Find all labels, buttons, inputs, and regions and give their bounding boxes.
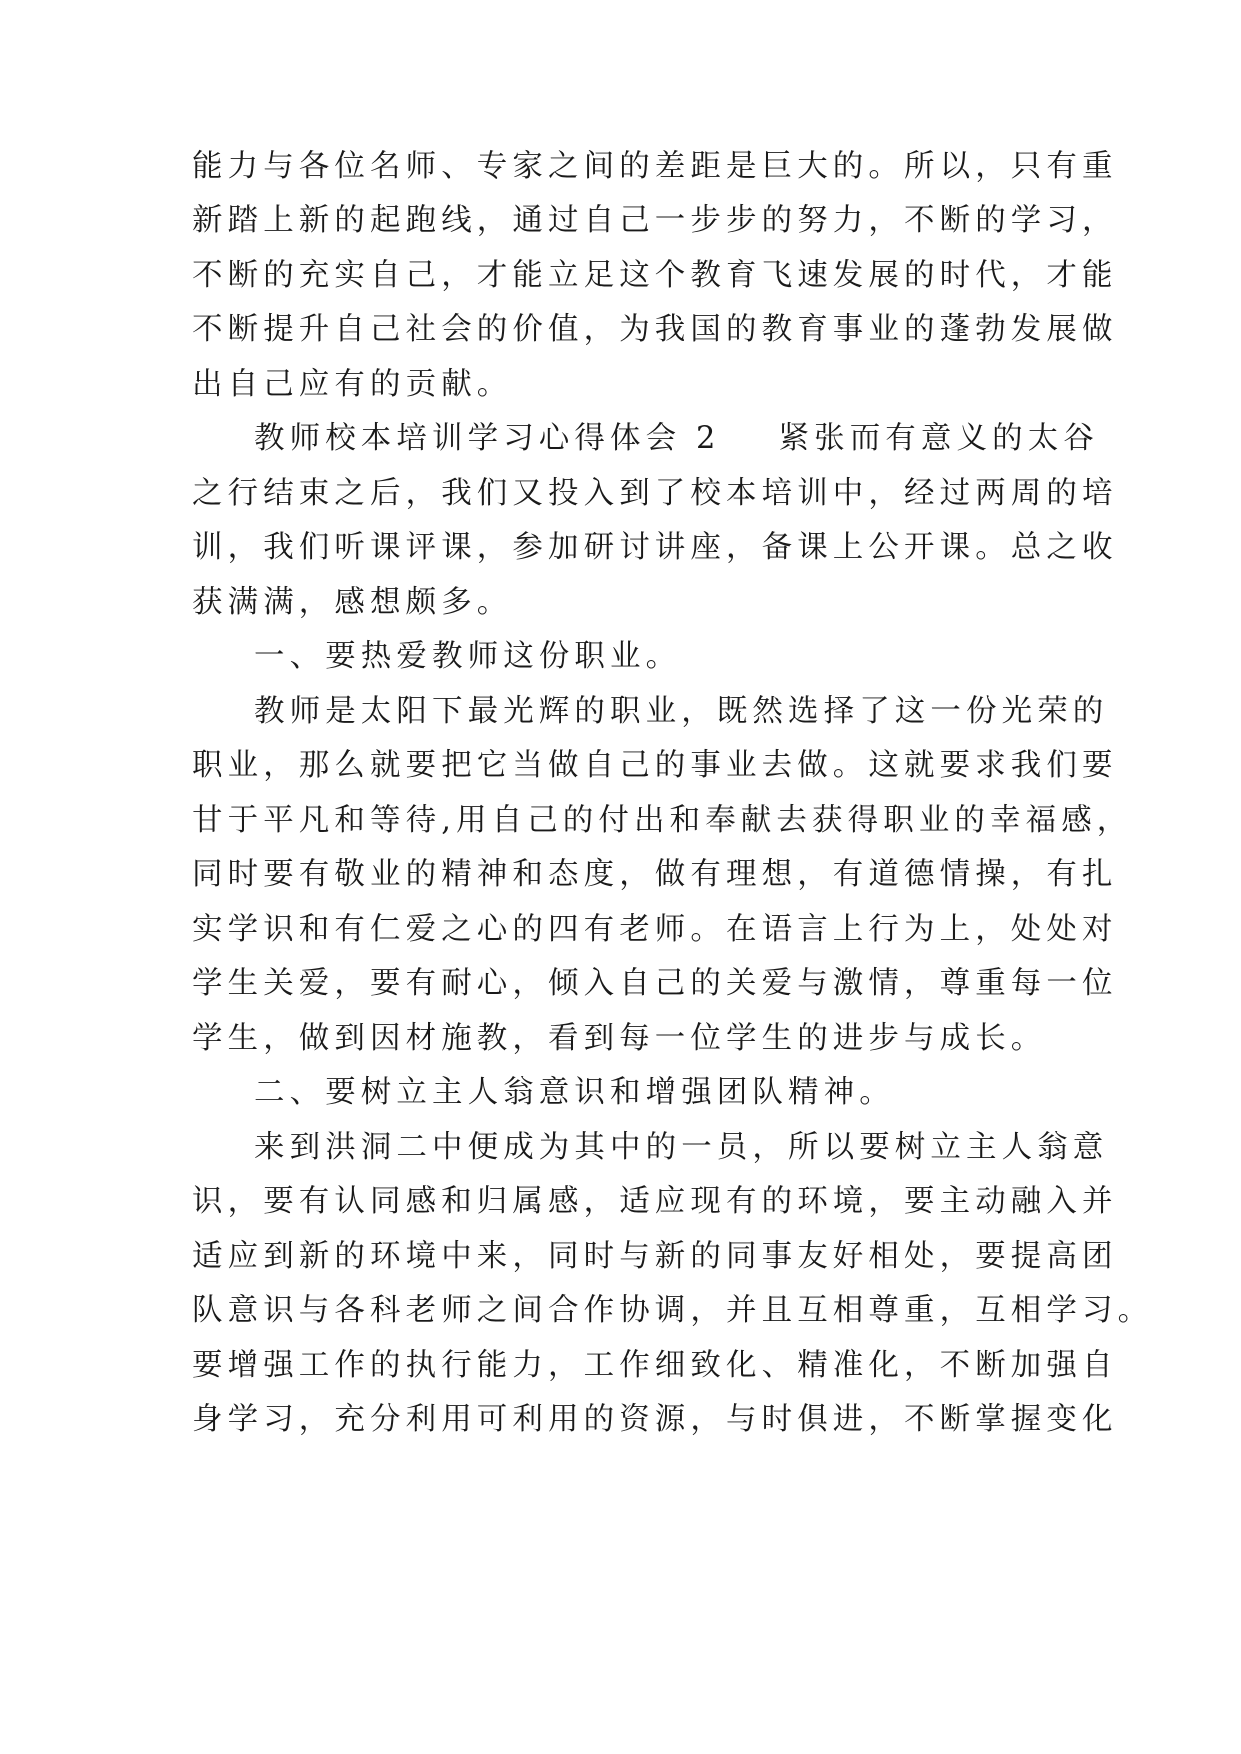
text-line: 职业，那么就要把它当做自己的事业去做。这就要求我们要	[192, 748, 1118, 783]
text-line: 不断的充实自己，才能立足这个教育飞速发展的时代，才能	[192, 258, 1118, 293]
text-line: 学生关爱，要有耐心，倾入自己的关爱与激情，尊重每一位	[192, 966, 1118, 1001]
text-line: 来到洪洞二中便成为其中的一员，所以要树立主人翁意	[254, 1130, 1109, 1165]
subheading-2: 二、要树立主人翁意识和增强团队精神。	[254, 1075, 895, 1110]
text-line: 教师是太阳下最光辉的职业，既然选择了这一份光荣的	[254, 694, 1109, 729]
text-line: 适应到新的环境中来，同时与新的同事友好相处，要提高团	[192, 1239, 1118, 1274]
text-line: 识，要有认同感和归属感，适应现有的环境，要主动融入并	[192, 1184, 1118, 1219]
text-line: 身学习，充分利用可利用的资源，与时俱进，不断掌握变化	[192, 1402, 1118, 1437]
text-line: 实学识和有仁爱之心的四有老师。在语言上行为上，处处对	[192, 912, 1118, 947]
section-title: 教师校本培训学习心得体会 2	[254, 421, 721, 456]
text-line: 甘于平凡和等待,用自己的付出和奉献去获得职业的幸福感，	[192, 803, 1133, 838]
text-line: 新踏上新的起跑线，通过自己一步步的努力，不断的学习，	[192, 203, 1118, 238]
text-line: 出自己应有的贡献。	[192, 367, 513, 402]
paragraph-start: 紧张而有意义的太谷	[778, 421, 1099, 456]
text-line: 训，我们听课评课，参加研讨讲座，备课上公开课。总之收	[192, 530, 1118, 565]
text-line: 要增强工作的执行能力，工作细致化、精准化，不断加强自	[192, 1348, 1118, 1383]
text-line: 能力与各位名师、专家之间的差距是巨大的。所以，只有重	[192, 149, 1118, 184]
text-line: 获满满，感想颇多。	[192, 585, 513, 620]
text-line: 队意识与各科老师之间合作协调，并且互相尊重，互相学习。	[192, 1293, 1154, 1328]
subheading-1: 一、要热爱教师这份职业。	[254, 639, 682, 674]
text-line: 不断提升自己社会的价值，为我国的教育事业的蓬勃发展做	[192, 312, 1118, 347]
section-heading-line	[254, 419, 1099, 459]
text-line: 之行结束之后，我们又投入到了校本培训中，经过两周的培	[192, 476, 1118, 511]
text-line: 同时要有敬业的精神和态度，做有理想，有道德情操，有扎	[192, 857, 1118, 892]
text-line: 学生，做到因材施教，看到每一位学生的进步与成长。	[192, 1021, 1047, 1056]
